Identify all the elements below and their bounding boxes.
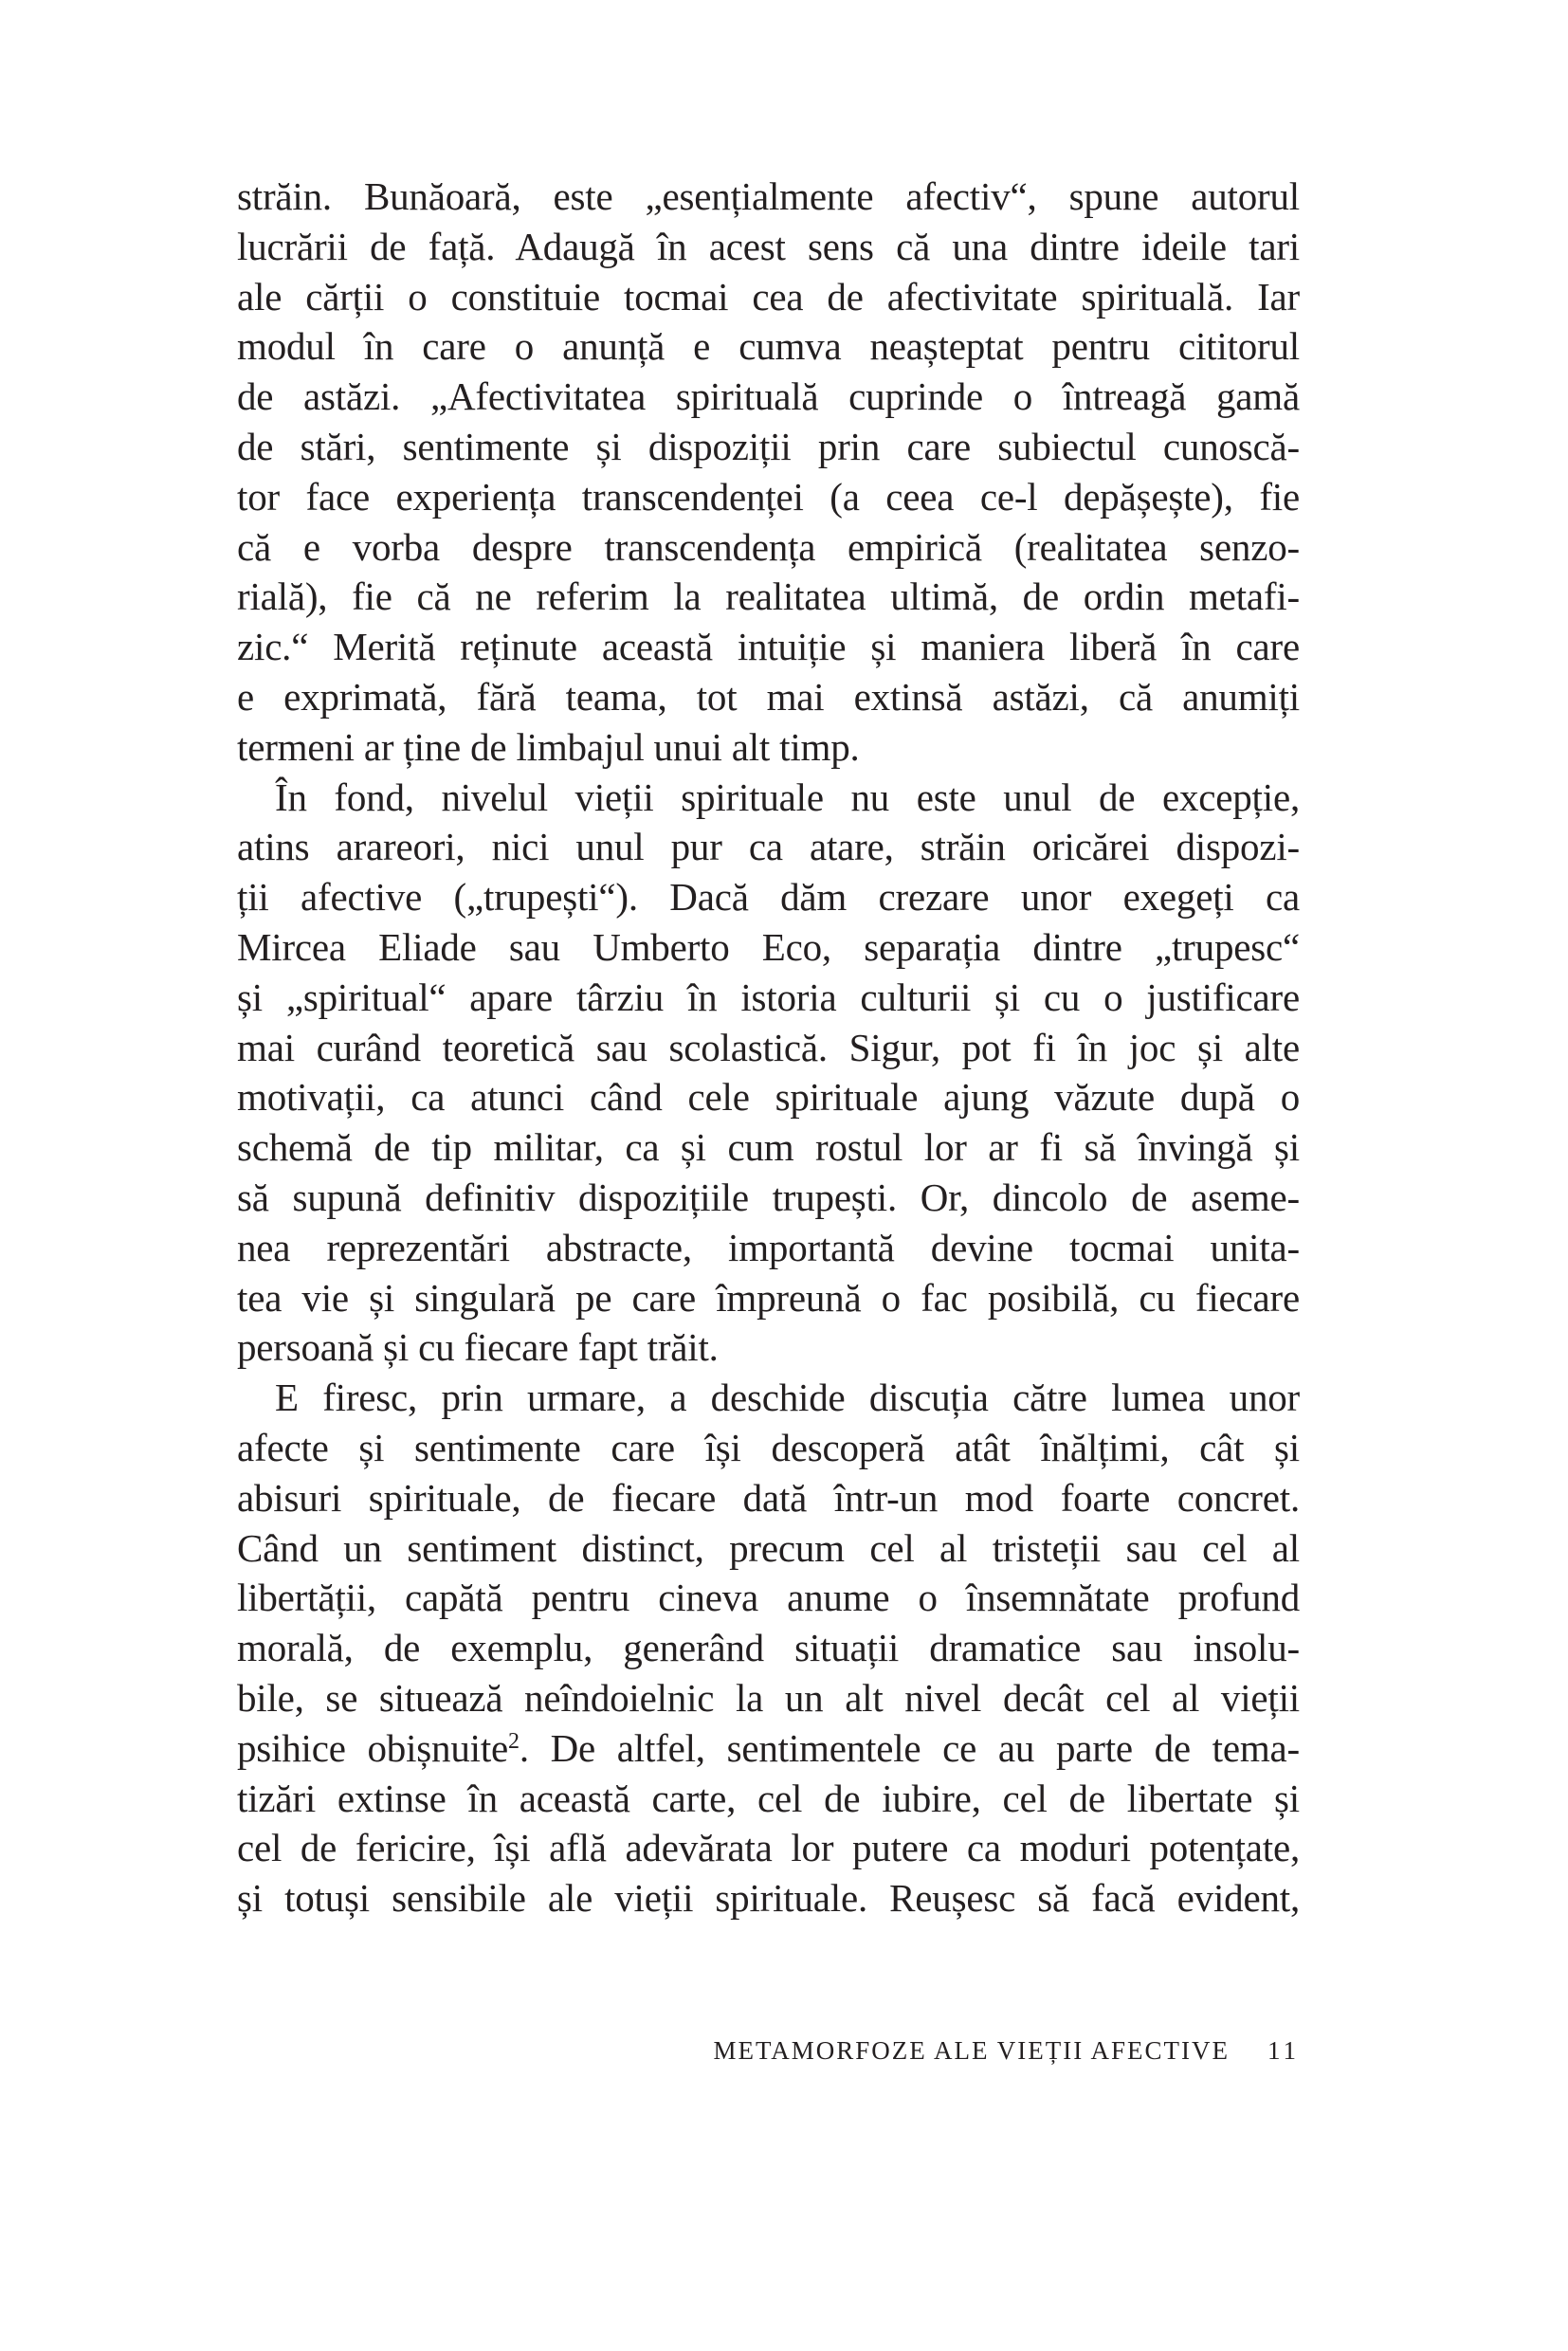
text-line: străin. Bunăoară, este „esențialmente afectiv“, spune autorul [237,174,1300,218]
text-line: nea reprezentări abstracte, importantă devine tocmai unita- [237,1225,1300,1269]
text-line: motivații, ca atunci când cele spirituale ajung văzute după o [237,1075,1300,1120]
text-line: morală, de exemplu, generând situații dramatice sau insolu- [237,1626,1300,1670]
text-segment: psihice obișnuite [237,1725,509,1770]
text-line: tor face experiența transcendenței (a ceea ce-l depășește), fie [237,474,1300,519]
paragraph [237,1373,1300,1923]
text-line: cel de fericire, își află adevărata lor putere ca moduri potențate, [237,1826,1300,1870]
text-line: abisuri spirituale, de fiecare dată într-un mod foarte concret. [237,1475,1300,1520]
text-line: libertății, capătă pentru cineva anume o însemnătate profund [237,1576,1300,1620]
text-line: termeni ar ține de limbajul unui alt timp. [237,724,860,769]
text-line: Mircea Eliade sau Umberto Eco, separația dintre „trupesc“ [237,924,1300,969]
text-line: de stări, sentimente și dispoziții prin care subiectul cunoscă- [237,424,1300,468]
text-line: lucrării de față. Adaugă în acest sens că una dintre ideile tari [237,224,1300,268]
text-line: ții afective („trupești“). Dacă dăm crezare unor exegeți ca [237,875,1300,920]
text-line: tea vie și singulară pe care împreună o fac posibilă, cu fiecare [237,1275,1300,1320]
text-line: Când un sentiment distinct, precum cel al tristeții sau cel al [237,1525,1300,1570]
text-line: zic.“ Merită reținute această intuiție și maniera liberă în care [237,625,1300,669]
text-line: tizări extinse în această carte, cel de iubire, cel de libertate și [237,1776,1300,1820]
text-line: afecte și sentimente care își descoperă atât înălțimi, cât și [237,1425,1300,1469]
text-line: persoană și cu fiecare fapt trăit. [237,1325,719,1370]
body-text [237,172,1300,1923]
text-line: bile, se situează neîndoielnic la un alt nivel decât cel al vieții [237,1675,1300,1720]
text-line: schemă de tip militar, ca și cum rostul lor ar fi să învingă și [237,1125,1300,1170]
text-line: și „spiritual“ apare târziu în istoria culturii și cu o justificare [237,975,1300,1019]
text-line: e exprimată, fără teama, tot mai extinsă astăzi, că anumiți [237,674,1300,719]
text-line: În fond, nivelul vieții spirituale nu este unul de excepție, [275,775,1300,819]
text-line: rială), fie că ne referim la realitatea ultimă, de ordin metafi- [237,574,1300,619]
paragraph [237,773,1300,1374]
text-line: să supună definitiv dispozițiile trupești. Or, dincolo de aseme- [237,1175,1300,1219]
text-line: că e vorba despre transcendența empirică (realitatea senzo- [237,524,1300,569]
text-line: și totuși sensibile ale vieții spirituale. Reușesc să facă evident, [237,1876,1300,1921]
text-line: de astăzi. „Afectivitatea spirituală cuprinde o întreagă gamă [237,374,1300,419]
text-line: mai curând teoretică sau scolastică. Sigur, pot fi în joc și alte [237,1025,1300,1069]
paragraph [237,172,1300,773]
text-line-with-footnote [237,1723,1300,1774]
text-line: E firesc, prin urmare, a deschide discuția către lumea unor [275,1376,1300,1420]
page-number: 11 [1267,2036,1300,2065]
text-line: modul în care o anunță e cumva neașteptat pentru cititorul [237,324,1300,369]
text-line: atins arareori, nici unul pur ca atare, străin oricărei dispozi- [237,825,1300,869]
running-title: METAMORFOZE ALE VIEȚII AFECTIVE [713,2036,1230,2065]
running-footer [616,2036,1300,2066]
text-segment: . De altfel, sentimentele ce au parte de tema- [519,1725,1301,1770]
text-line: ale cărții o constituie tocmai cea de afectivitate spirituală. Iar [237,274,1300,319]
footnote-reference[interactable]: 2 [508,1728,520,1754]
